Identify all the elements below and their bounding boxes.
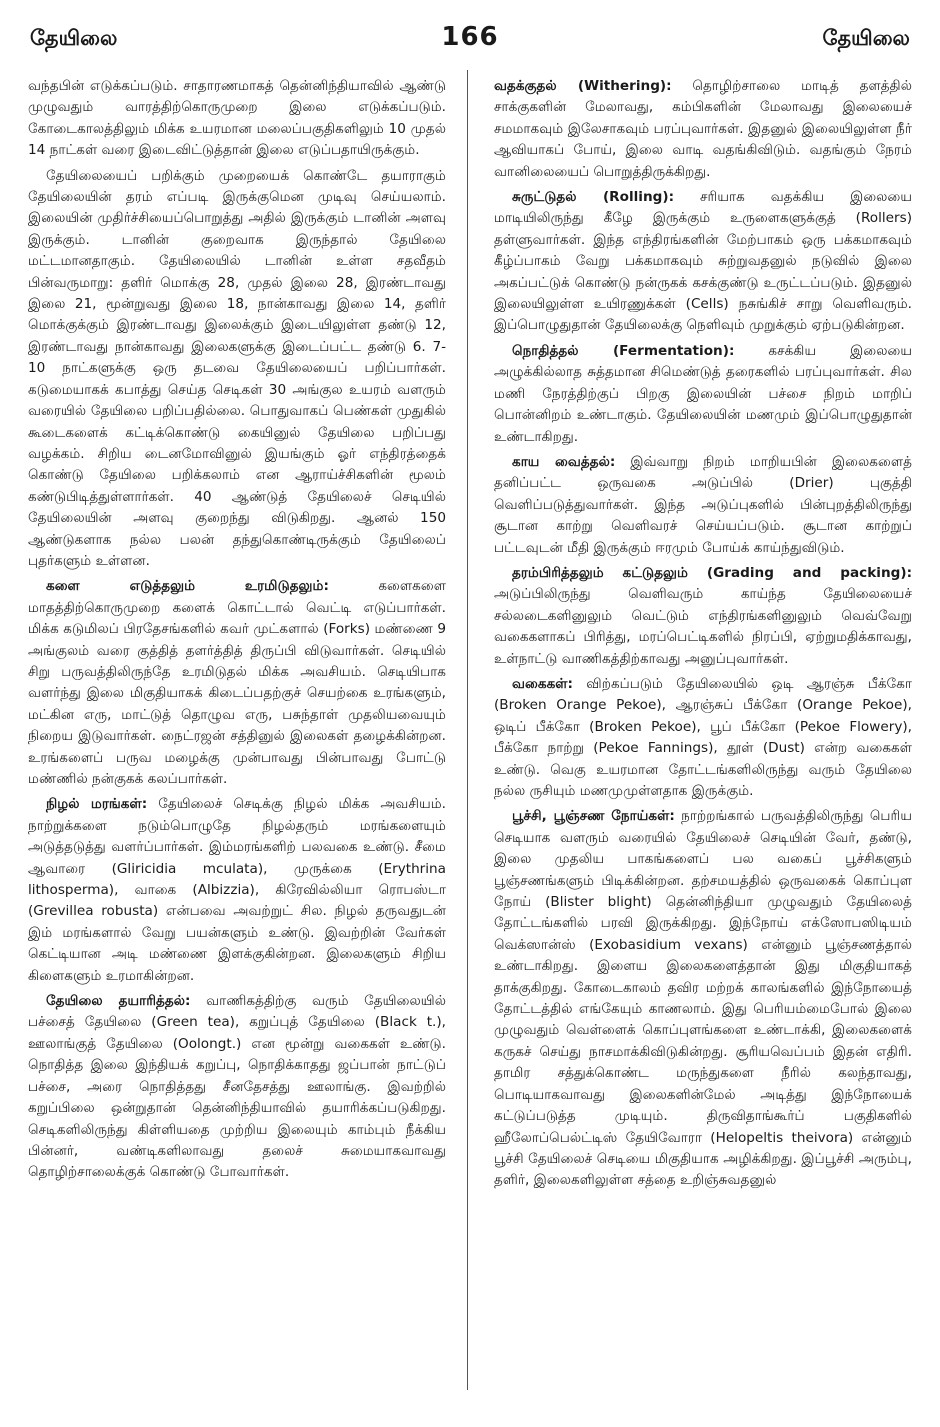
paragraph xyxy=(494,452,912,559)
left-column xyxy=(28,72,446,1184)
paragraph xyxy=(28,576,446,790)
paragraph-heading: வகைகள்: xyxy=(512,675,573,692)
paragraph xyxy=(494,187,912,337)
paragraph xyxy=(494,563,912,670)
paragraph-text: விற்கப்படும் தேயிலையில் ஒடி ஆரஞ்சு பீக்கோ (Broken Orange Pekoe), ஆரஞ்சுப் பீக்கோ (Orange Pekoe), ஒடிப் பீக்கோ (Broken Pekoe), பூப் பீக்கோ (Pekoe Flowery), பீக்கோ நாற்று (Pekoe Fannings), தூள் (Dust) என்ற வகைகள் உண்டு. வெகு உயரமான தோட்டங்களிலிருந்து வரும் தேயிலை நல்ல ருசியும் மணமுமுள்ளதாக இருக்கும். xyxy=(494,675,912,799)
paragraph-heading: களை எடுத்தலும் உரமிடுதலும்: xyxy=(46,578,329,595)
page-header xyxy=(24,18,916,58)
paragraph-heading: காய வைத்தல்: xyxy=(512,453,616,470)
paragraph-text: அடுப்பிலிருந்து வெளிவரும் காய்ந்த தேயிலையைச் சல்லடைகளினுலும் வெட்டும் எந்திரங்களினுலும் வெவ்வேறு வகைகளாகப் பிரித்து, மரப்பெட்டிகளில் நிரப்பி, ஏற்றுமதிக்காவது, உள்நாட்டு வாணிகத்திற்காவது அனுப்புவார்கள். xyxy=(494,586,912,667)
page-number: 166 xyxy=(441,22,499,52)
paragraph-text: தொழிற்சாலை மாடித் தளத்தில் சாக்குகளின் மேலாவது, கம்பிகளின் மேலாவது இலையைச் சமமாகவும் இலேசாகவும் பரப்புவார்கள். இதனுல் இலையிலுள்ள நீர் ஆவியாகப் போய், இலை வாடி வதங்கிவிடும். வதங்கும் நேரம் வானிலையைப் பொறுத்திருக்கிறது. xyxy=(494,78,912,180)
paragraph xyxy=(28,76,446,162)
paragraph-text: தேயிலைச் செடிக்கு நிழல் மிக்க அவசியம். நாற்றுக்களை நடும்பொழுதே நிழல்தரும் மரங்களையும் அடுத்தடுத்து வளர்ப்பார்கள். இம்மரங்களிற் பலவகை உண்டு. சீமை ஆவாரை (Gliricidia mculata), முருக்கை (Erythrina lithosperma), வாகை (Albizzia), கிரேவில்லியா ரொபஸ்டா (Grevillea robusta) என்பவை அவற்றுட் சில. நிழல் தருவதுடன் இம் மரங்களால் வேறு பயன்களும் உண்டு. இவற்றின் வேர்கள் கெட்டியான அடி மண்ணை இளக்குகின்றன. இலைகளும் சிறிய கிளைகளும் உரமாகின்றன. xyxy=(28,796,446,984)
paragraph-text: இவ்வாறு நிறம் மாறியபின் இலைகளைத் தனிப்பட்ட ஒருவகை அடுப்பில் (Drier) புகுத்தி வெளிப்படுத்துவார்கள். இந்த அடுப்புகளில் பின்புறத்திலிருந்து சூடான காற்று வெளிவரச் செய்யப்படும். சூடான காற்றுப் பட்டவுடன் மீதி இருக்கும் ஈரமும் போய்க் காய்ந்துவிடும். xyxy=(494,453,912,556)
paragraph-heading: நிழல் மரங்கள்: xyxy=(46,796,148,813)
paragraph xyxy=(494,806,912,1191)
paragraph-text: தேயிலையைப் பறிக்கும் முறையைக் கொண்டே தயாராகும் தேயிலையின் தரம் எப்படி இருக்குமென முடிவு செய்யலாம். இலையின் முதிர்ச்சியைப்பொறுத்து அதில் இருக்கும் டானின் அளவு இருக்கும். டானின் குறைவாக இருந்தால் தேயிலை மட்டமானதாகும். தேயிலையில் டானின் உள்ள சதவீதம் பின்வருமாறு: தளிர் மொக்கு 28, முதல் இலை 28, இரண்டாவது இலை 21, மூன்றுவது இலை 18, நான்காவது இலை 14, தளிர் மொக்குக்கும் இரண்டாவது இலைக்கும் இடையிலுள்ள தண்டு 12, இரண்டாவது நான்காவது இலைகளுக்கு இடைப்பட்ட தண்டு 6. 7-10 நாட்களுக்கு ஒரு தடவை தேயிலையைப் பறிப்பார்கள். கடுமையாகக் கபாத்து செய்த செடிகள் 30 அங்குல உயரம் வளரும் வரையில் தேயிலை பறிப்பதில்லை. பொதுவாகப் பெண்கள் முதுகில் கூடைகளைக் கட்டிக்கொண்டு கையினுல் தேயிலை பறிப்பது வழக்கம். சிறிய டைனமோவினுல் இயங்கும் ஓர் எந்திரத்தைக் கொண்டு தேயிலை பறிக்கலாம் என ஆராய்ச்சிகளின் மூலம் கண்டுபிடித்துள்ளார்கள். 40 ஆண்டுத் தேயிலைச் செடியில் தேயிலையின் அளவு குறைந்து விடுகிறது. ஆனல் 150 ஆண்டுகளாக நல்ல பலன் தந்துகொண்டிருக்கும் தேயிலைப் புதர்களும் உள்ளன. xyxy=(28,167,446,569)
paragraph-text: களைகளை மாதத்திற்கொருமுறை களைக் கொட்டால் வெட்டி எடுப்பார்கள். மிக்க கடுமிலப் பிரதேசங்களில் கவர் முட்களால் (Forks) மண்ணை 9 அங்குலம் வரை குத்தித் தளர்த்தித் திருப்பி விடுவார்கள். செடியில் சிறு பருவத்திலிருந்தே உரமிடுதல் மிக்க அவசியம். செடியிபாக வளர்ந்து இலை மிகுதியாகக் கிடைப்பதற்குச் செயற்கை உரங்களும், மட்கின எரு, மாட்டுத் தொழுவ எரு, பசுந்தாள் முதலியவையும் நிறைய இடுவார்கள். நைட்ரஜன் சத்தினுல் இலைகள் தழைக்கின்றன. உரங்களைப் பருவ மழைக்கு முன்பாவது பின்பாவது போட்டு மண்ணில் நன்குகக் கலப்பார்கள். xyxy=(28,578,446,787)
paragraph-heading: பூச்சி, பூஞ்சண நோய்கள்: xyxy=(512,808,675,825)
paragraph xyxy=(494,674,912,802)
paragraph xyxy=(28,166,446,573)
paragraph xyxy=(494,76,912,183)
paragraph-heading: தேயிலை தயாரித்தல்: xyxy=(46,993,191,1010)
paragraph xyxy=(28,991,446,1184)
paragraph-text: கசக்கிய இலையை அழுக்கில்லாத சுத்தமான சிமெண்டுத் தரைகளில் பரப்புவார்கள். சில மணி நேரத்திற்குப் பிறகு இலையின் பச்சை நிறம் மாறிப் பொன்னிறம் உண்டாகும். தேயிலையின் மணமும் இப்பொழுதுதான் உண்டாகிறது. xyxy=(494,342,912,445)
paragraph-heading: வதக்குதல் (Withering): xyxy=(494,78,672,94)
paragraph xyxy=(28,794,446,987)
paragraph-text: நாற்றங்கால் பருவத்திலிருந்து பெரிய செடியாக வளரும் வரையில் தேயிலைச் செடியின் வேர், தண்டு, இலை முதலிய பாகங்களைப் பல வகைப் பூச்சிகளும் பூஞ்சணங்களும் பிடிக்கின்றன. தற்சமயத்தில் ஒருவகைக் கொப்புள நோய் (Blister blight) தென்னிந்தியா முழுவதும் தேயிலைத் தோட்டங்களில் பரவி இருக்கிறது. இந்நோய் எக்ஸோபஸிடியம் வெக்ஸான்ஸ் (Exobasidium vexans) என்னும் பூஞ்சணத்தால் உண்டாகிறது. இளைய இலைகளைத்தான் இது மிகுதியாகத் தாக்குகிறது. கோடைகாலம் தவிர மற்றக் காலங்களில் இந்நோயைத் தோட்டத்தில் எங்கேயும் காணலாம். இது பெரியம்மைபோல் இலை முழுவதும் வெள்ளைக் கொப்புளங்களை உண்டாக்கி, இலைகளைக் கருகச் செய்து நாசமாக்கிவிடுகின்றது. சூரியவெப்பம் இதன் எதிரி. தாமிர சத்துக்கொண்ட மருந்துகளை நீரில் கலந்தாவது, பொடியாகவாவது இலைகளின்மேல் அடித்து இந்நோயைக் கட்டுப்படுத்த முடியும். திருவிதாங்கூர்ப் பகுதிகளில் ஹீலோப்பெல்ட்டிஸ் தேயிவோரா (Helopeltis theivora) என்னும் பூச்சி தேயிலைச் செடியை மிகுதியாக அழிக்கிறது. இப்பூச்சி அரும்பு, தளிர், இலைகளிலுள்ள சத்தை உறிஞ்சுவதனுல் xyxy=(494,808,912,1189)
paragraph-heading: சுருட்டுதல் (Rolling): xyxy=(512,189,675,206)
column-divider xyxy=(467,70,468,1390)
running-head-left: தேயிலை xyxy=(30,26,118,50)
paragraph-heading: நொதித்தல் (Fermentation): xyxy=(512,342,735,359)
paragraph xyxy=(494,341,912,448)
paragraph-heading: தரம்பிரித்தலும் கட்டுதலும் (Grading and packing): xyxy=(512,564,912,581)
right-column xyxy=(494,72,912,1192)
paragraph-text: சரியாக வதக்கிய இலையை மாடியிலிருந்து கீழே இருக்கும் உருளைகளுக்குத் (Rollers) தள்ளுவார்கள். இந்த எந்திரங்களின் மேற்பாகம் ஒரு பக்கமாகவும் கீழ்ப்பாகம் வேறு பக்கமாகவும் சுற்றுவதனுல் நடுவில் இலை அகப்பட்டுக் கொண்டு நன்ருகக் கசக்குண்டு உருட்டப்படும். இதனுல் இலையிலுள்ள உயிரணுக்கள் (Cells) நசுங்கிச் சாறு வெளிவரும். இப்பொழுதுதான் தேயிலைக்கு நெளிவும் முறுக்கும் ஏற்படுகின்றன. xyxy=(494,189,912,334)
paragraph-text: வாணிகத்திற்கு வரும் தேயிலையில் பச்சைத் தேயிலை (Green tea), கறுப்புத் தேயிலை (Black t.), ஊலாங்குத் தேயிலை (Oolongt.) என மூன்று வகைகள் உண்டு. நொதித்த இலை இந்தியக் கறுப்பு, நொதிக்காதது ஜப்பான் நாட்டுப் பச்சை, அரை நொதித்தது சீனதேசத்து ஊலாங்கு. இவற்றில் கறுப்பிலை ஒன்றுதான் தென்னிந்தியாவில் தயாரிக்கப்படுகிறது. செடிகளிலிருந்து கிள்ளியதை முற்றிய இலையும் காம்பும் நீக்கிய பின்னர், வண்டிகளிலாவது தலைச் சுமையாகவாவது தொழிற்சாலைக்குக் கொண்டு போவார்கள். xyxy=(28,993,446,1181)
paragraph-text: வந்தபின் எடுக்கப்படும். சாதாரணமாகத் தென்னிந்தியாவில் ஆண்டு முழுவதும் வாரத்திற்கொருமுறை இலை எடுக்கப்படும். கோடைகாலத்திலும் மிக்க உயரமான மலைப்பகுதிகளிலும் 10 முதல் 14 நாட்கள் வரை இடைவிட்டுத்தான் இலை எடுப்பதாயிருக்கும். xyxy=(28,78,446,159)
running-head-right: தேயிலை xyxy=(822,26,910,50)
